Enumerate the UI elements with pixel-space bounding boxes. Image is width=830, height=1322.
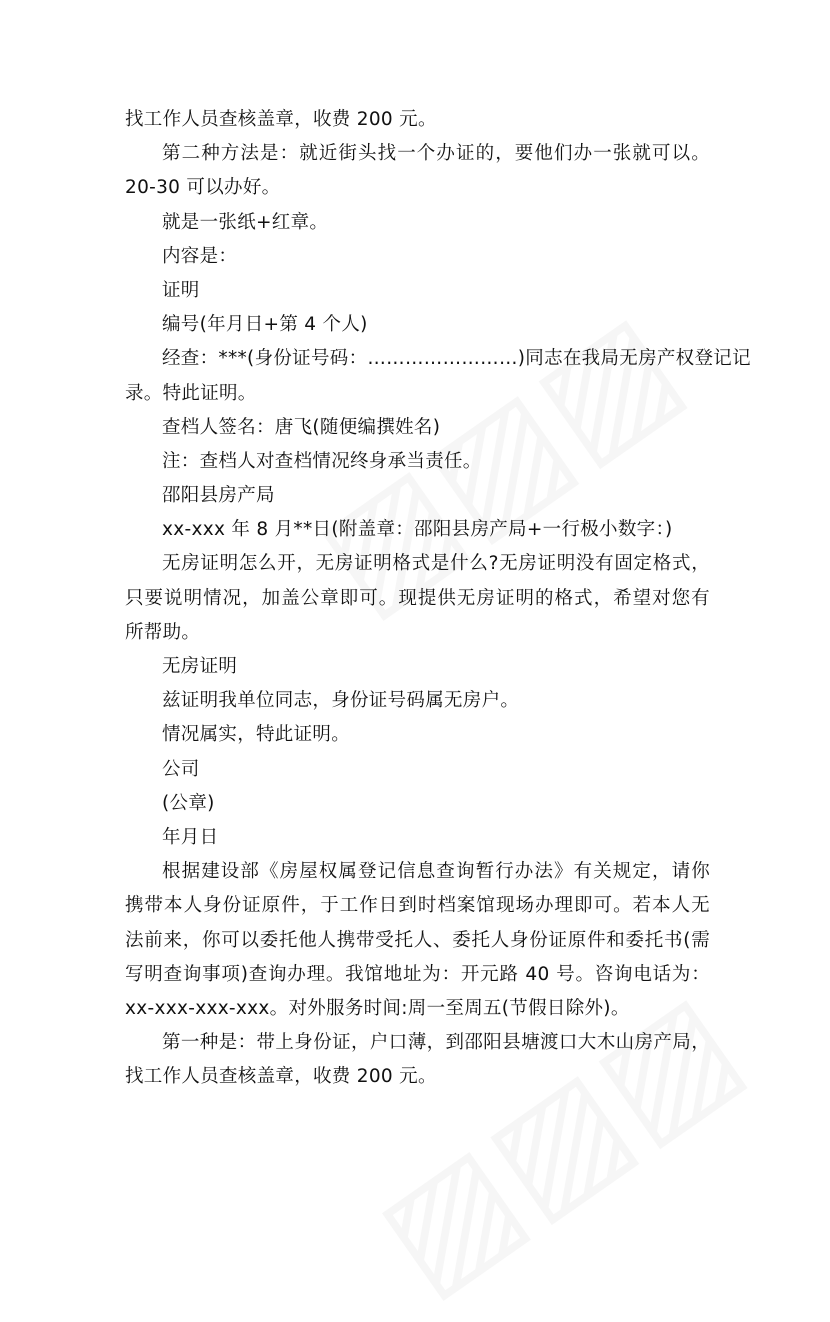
text-line: 录。特此证明。 — [125, 382, 257, 404]
paragraph — [125, 684, 710, 718]
paragraph — [125, 718, 710, 752]
text-line: 第二种方法是：就近街头找一个办证的，要他们办一张就可以。 — [162, 143, 710, 165]
text-line: 经查：***(身份证号码：……………………)同志在我局无房产权登记记 — [162, 348, 751, 370]
document-body — [125, 103, 751, 1094]
text-line: 就是一张纸+红章。 — [162, 211, 329, 233]
text-line: 只要说明情况，加盖公章即可。现提供无房证明的格式，希望对您有 — [125, 587, 710, 609]
paragraph — [125, 753, 710, 787]
text-line: 邵阳县房产局 — [162, 485, 275, 507]
text-line: xx-xxx 年 8 月**日(附盖章：邵阳县房产局+一行极小数字：) — [162, 519, 673, 541]
text-line: 无房证明怎么开，无房证明格式是什么?无房证明没有固定格式， — [162, 553, 710, 575]
text-line: 编号(年月日+第 4 个人) — [162, 314, 368, 336]
paragraph — [125, 1026, 710, 1094]
paragraph — [125, 855, 710, 1026]
text-line: 公司 — [162, 758, 200, 780]
text-line: 所帮助。 — [125, 621, 201, 643]
text-line: 情况属实，特此证明。 — [162, 724, 351, 746]
text-line: 写明查询事项)查询办理。我馆地址为：开元路 40 号。咨询电话为： — [125, 963, 710, 985]
text-line: 找工作人员查核盖章，收费 200 元。 — [125, 1066, 437, 1088]
paragraph — [125, 479, 710, 513]
text-line: 法前来，你可以委托他人携带受托人、委托人身份证原件和委托书(需 — [125, 929, 710, 951]
text-line: (公章) — [162, 792, 215, 814]
text-line: 证明 — [162, 279, 200, 301]
paragraph — [125, 342, 751, 410]
paragraph — [125, 821, 710, 855]
paragraph — [125, 650, 710, 684]
paragraph — [125, 240, 710, 274]
text-line: 第一种是：带上身份证，户口薄，到邵阳县塘渡口大木山房产局， — [162, 1032, 710, 1054]
paragraph — [125, 513, 710, 547]
paragraph — [125, 206, 710, 240]
text-line: 注：查档人对查档情况终身承当责任。 — [162, 450, 482, 472]
text-line: 查档人签名：唐飞(随便编撰姓名) — [162, 416, 441, 438]
paragraph — [125, 411, 710, 445]
text-line: 内容是： — [162, 245, 238, 267]
paragraph — [125, 445, 710, 479]
text-line: 携带本人身份证原件，于工作日到时档案馆现场办理即可。若本人无 — [125, 895, 710, 917]
text-line: 找工作人员查核盖章，收费 200 元。 — [125, 109, 437, 130]
paragraph — [125, 103, 710, 137]
text-line: 根据建设部《房屋权属登记信息查询暂行办法》有关规定，请你 — [162, 861, 710, 883]
text-line: 年月日 — [162, 826, 219, 848]
paragraph — [125, 547, 710, 650]
text-line: xx-xxx-xxx-xxx。对外服务时间:周一至周五(节假日除外)。 — [125, 997, 630, 1019]
paragraph — [125, 274, 710, 308]
paragraph — [125, 787, 710, 821]
text-line: 20-30 可以办好。 — [125, 177, 281, 199]
paragraph — [125, 137, 710, 205]
text-line: 无房证明 — [162, 656, 238, 677]
paragraph — [125, 308, 710, 342]
text-line: 兹证明我单位同志，身份证号码属无房户。 — [162, 690, 520, 712]
